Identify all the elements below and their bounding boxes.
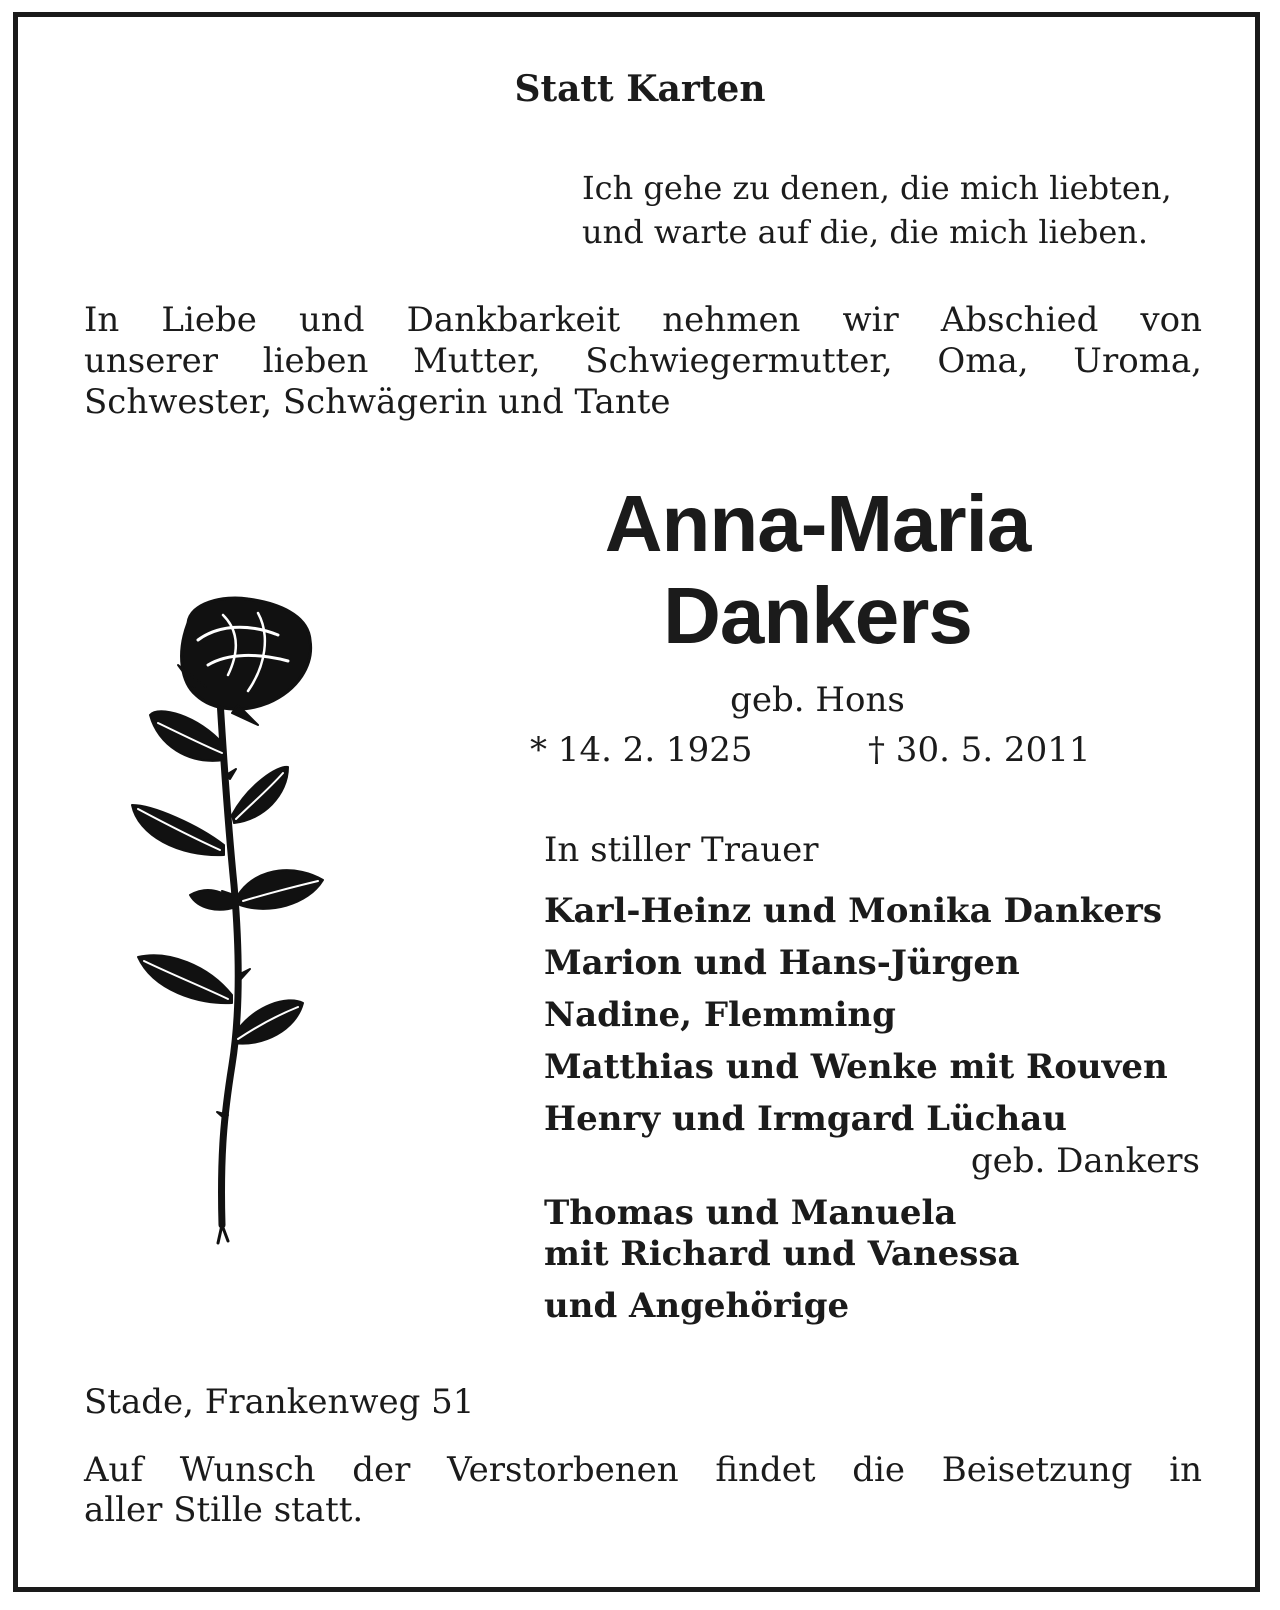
rose-illustration bbox=[128, 595, 343, 1255]
header-statt-karten: Statt Karten bbox=[514, 68, 766, 110]
mourner-line-1: Karl-Heinz und Monika Dankers bbox=[544, 891, 1162, 931]
deceased-first-name: Anna-Maria bbox=[604, 479, 1031, 568]
mourner-line-2: Marion und Hans-Jürgen bbox=[544, 943, 1020, 983]
notice-line-2: aller Stille statt. bbox=[84, 1490, 364, 1530]
mourner-line-4: Matthias und Wenke mit Rouven bbox=[544, 1047, 1168, 1087]
intro-line-2: unserer lieben Mutter, Schwiegermutter, Oma, Uroma, bbox=[84, 341, 1202, 381]
quote-line-1: Ich gehe zu denen, die mich liebten, bbox=[582, 169, 1172, 207]
mourner-line-8: mit Richard und Vanessa bbox=[544, 1234, 1020, 1274]
mourner-line-6: geb. Dankers bbox=[970, 1141, 1200, 1181]
mourner-line-9: und Angehörige bbox=[544, 1286, 850, 1326]
deceased-last-name: Dankers bbox=[663, 571, 972, 660]
intro-line-1: In Liebe und Dankbarkeit nehmen wir Abschied von bbox=[84, 300, 1202, 340]
quote-line-2: und warte auf die, die mich lieben. bbox=[582, 213, 1149, 251]
intro-line-3: Schwester, Schwägerin und Tante bbox=[84, 382, 671, 422]
mourner-line-5: Henry und Irmgard Lüchau bbox=[544, 1099, 1067, 1139]
mourner-line-7: Thomas und Manuela bbox=[544, 1193, 957, 1233]
mourners-intro: In stiller Trauer bbox=[544, 830, 819, 870]
birth-name: geb. Hons bbox=[730, 680, 905, 720]
death-date: † 30. 5. 2011 bbox=[868, 730, 1091, 770]
notice-line-1: Auf Wunsch der Verstorbenen findet die Beisetzung in bbox=[84, 1450, 1202, 1490]
address: Stade, Frankenweg 51 bbox=[84, 1382, 475, 1422]
birth-date: * 14. 2. 1925 bbox=[530, 730, 753, 770]
mourner-line-3: Nadine, Flemming bbox=[544, 995, 896, 1035]
